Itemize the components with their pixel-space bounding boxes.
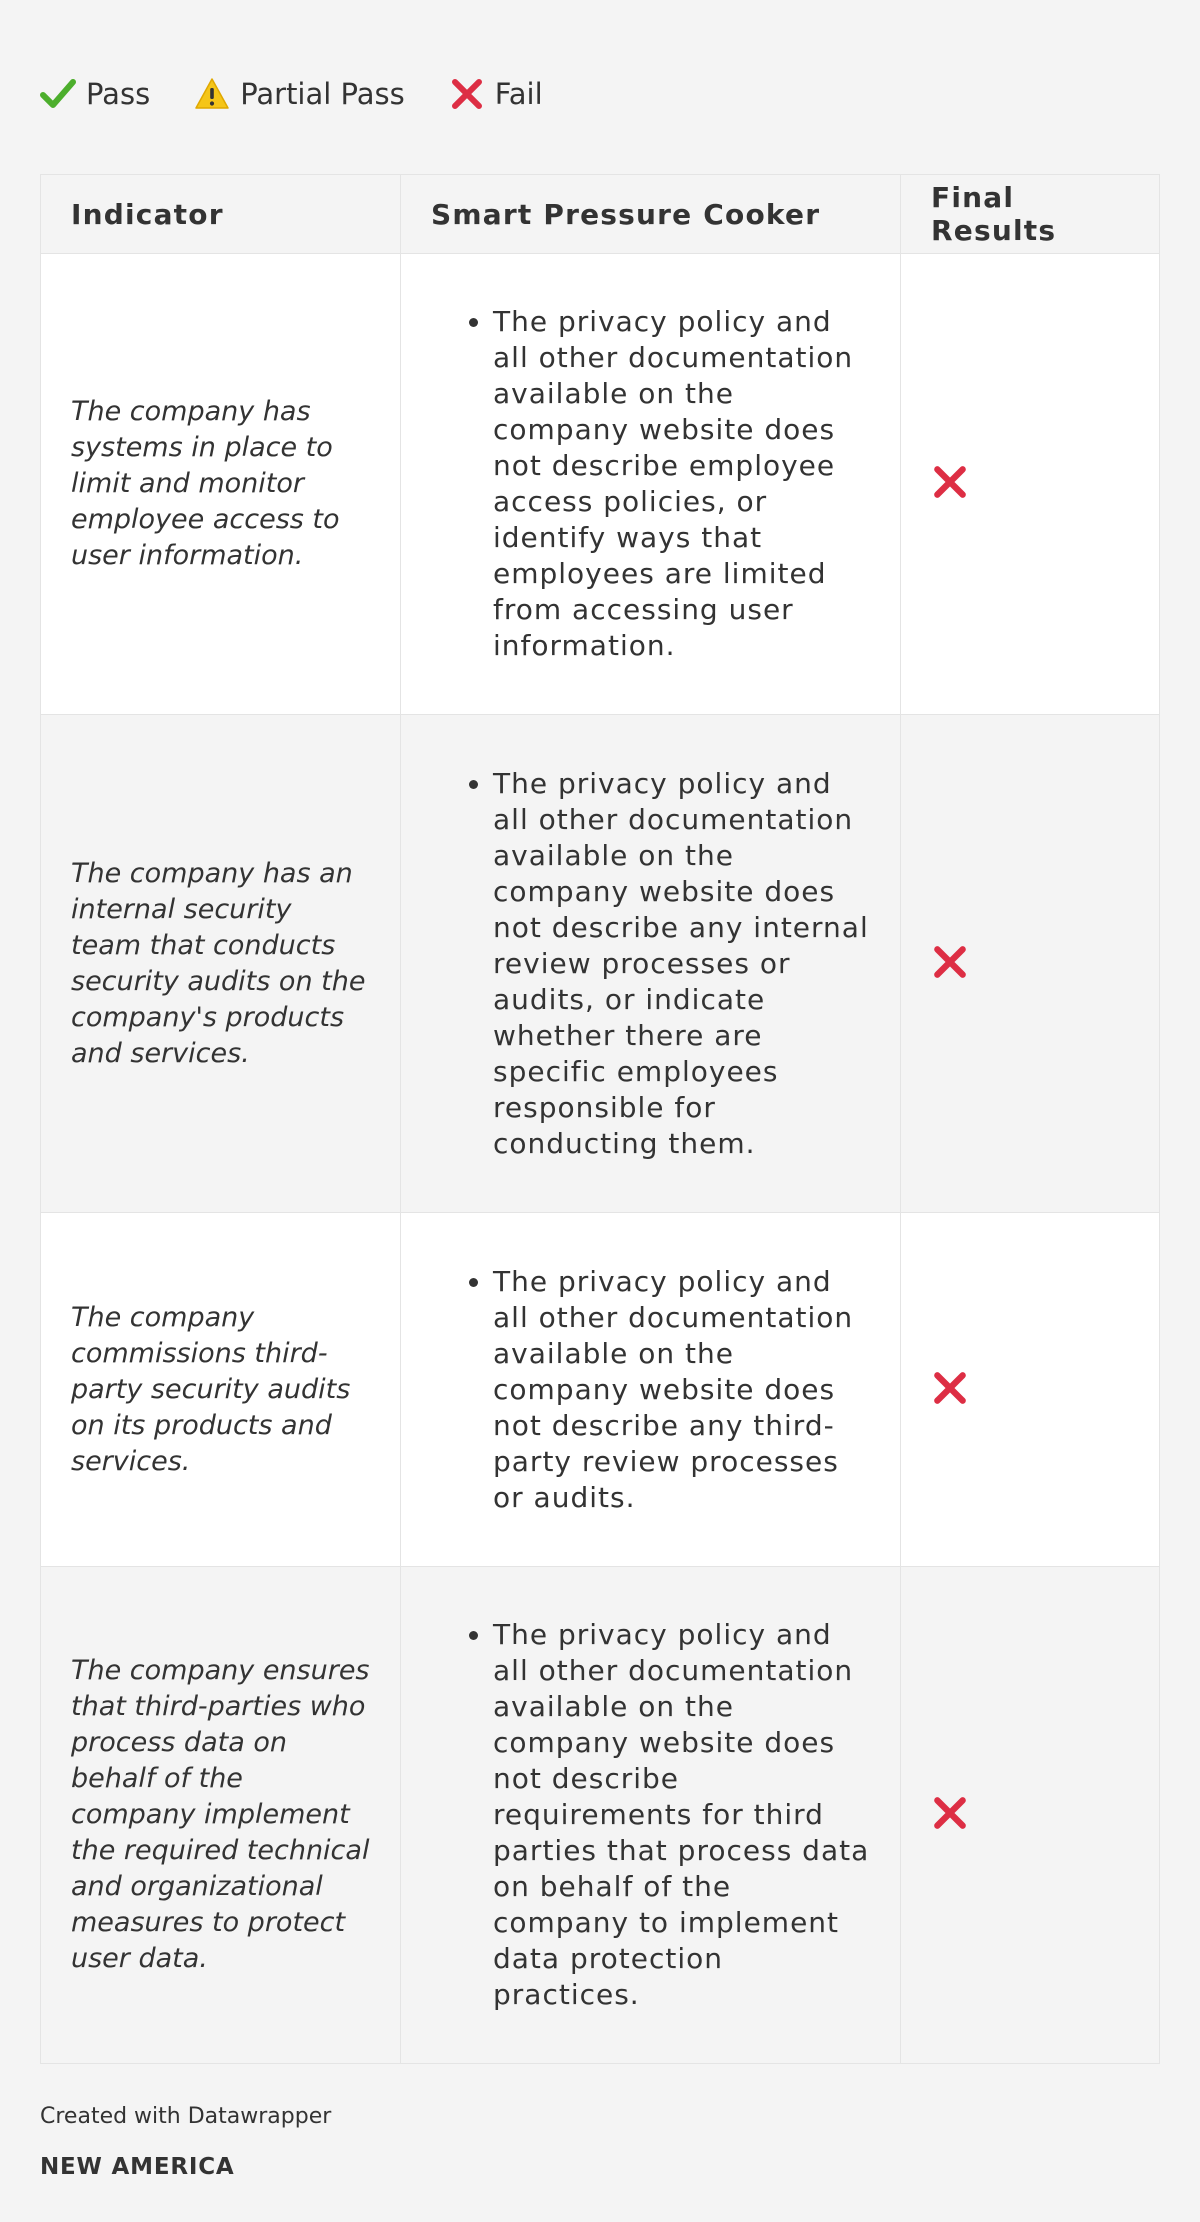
footer-credit[interactable]: Created with Datawrapper (40, 2104, 332, 2129)
evidence-cell (401, 1213, 901, 1567)
fail-icon (931, 1794, 969, 1832)
results-table (40, 174, 1160, 2064)
fail-icon (931, 463, 969, 501)
evidence-bullet: • The privacy policy and all other documentation available on the company website does not describe employee access policies, or identify ways that employees are limited from accessing user information. (493, 304, 870, 664)
evidence-cell (401, 1567, 901, 2064)
header-final-results[interactable]: Final Results (901, 175, 1160, 254)
footer-brand: NEW AMERICA (40, 2154, 235, 2180)
legend-label-partial-pass: Partial Pass (240, 77, 405, 111)
header-indicator[interactable]: Indicator (41, 175, 401, 254)
table-row (41, 715, 1160, 1213)
evidence-bullet: • The privacy policy and all other documentation available on the company website does not describe requirements for third parties that process data on behalf of the company to implement data protection practices. (493, 1617, 870, 2013)
fail-icon (931, 1369, 969, 1407)
table-row (41, 1567, 1160, 2064)
table-row (41, 1213, 1160, 1567)
cross-icon (449, 76, 485, 112)
result-cell (901, 254, 1160, 715)
indicator-cell: The company has an internal security team that conducts security audits on the company's products and services. (41, 715, 401, 1213)
table-header-row (41, 175, 1160, 254)
indicator-cell: The company ensures that third-parties who process data on behalf of the company implement the required technical and organizational measures to protect user data. (41, 1567, 401, 2064)
table-row (41, 254, 1160, 715)
evidence-bullet: • The privacy policy and all other documentation available on the company website does not describe any third-party review processes or audits. (493, 1264, 870, 1516)
legend-item-pass (40, 76, 150, 112)
legend (40, 76, 587, 112)
evidence-cell (401, 715, 901, 1213)
fail-icon (931, 943, 969, 981)
indicator-cell: The company commissions third-party security audits on its products and services. (41, 1213, 401, 1567)
result-cell (901, 1567, 1160, 2064)
legend-label-fail: Fail (494, 77, 543, 111)
warning-icon (194, 76, 230, 112)
evidence-cell (401, 254, 901, 715)
legend-label-pass: Pass (86, 77, 151, 111)
result-cell (901, 715, 1160, 1213)
evidence-bullet: • The privacy policy and all other documentation available on the company website does not describe any internal review processes or audits, or indicate whether there are specific employees responsible for conducting them. (493, 766, 870, 1162)
legend-item-partial-pass (194, 76, 405, 112)
result-cell (901, 1213, 1160, 1567)
check-icon (40, 76, 76, 112)
legend-item-fail (449, 76, 543, 112)
header-product[interactable]: Smart Pressure Cooker (401, 175, 901, 254)
indicator-cell: The company has systems in place to limit and monitor employee access to user information. (41, 254, 401, 715)
